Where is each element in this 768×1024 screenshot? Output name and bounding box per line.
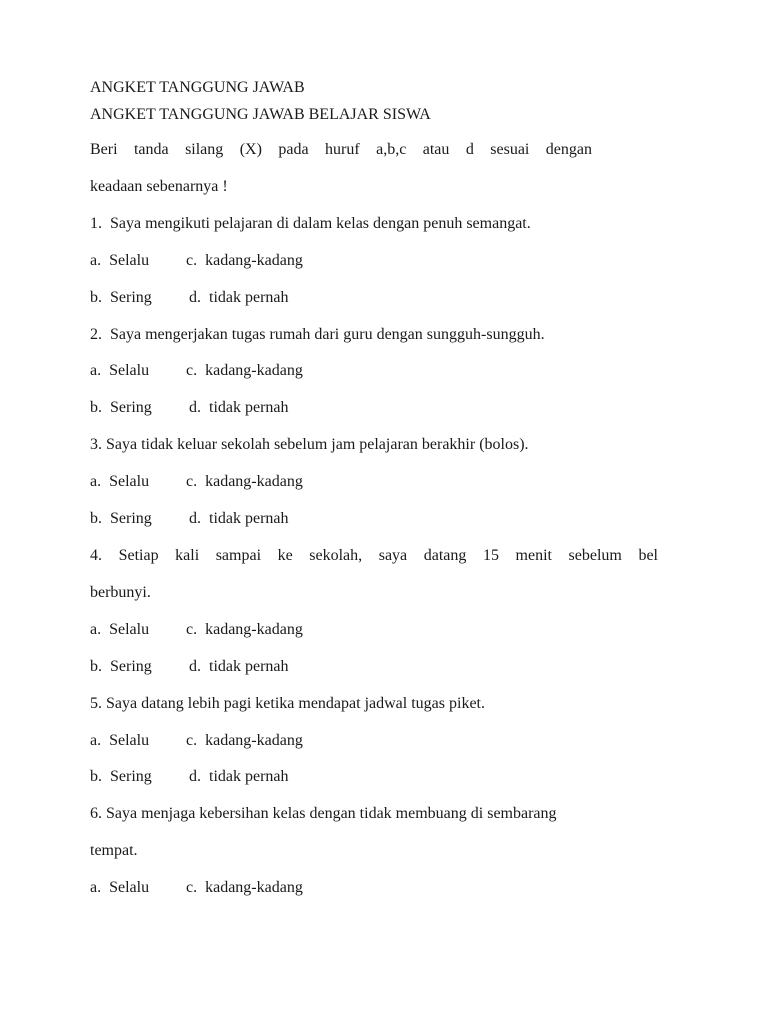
option-c: c. kadang-kadang [186,879,303,896]
option-d: d. tidak pernah [189,768,289,785]
option-b: b. Sering [90,510,152,527]
question-3: 3. Saya tidak keluar sekolah sebelum jam pelajaran berakhir (bolos). [90,436,529,453]
option-b: b. Sering [90,768,152,785]
option-c: c. kadang-kadang [186,732,303,749]
question-4-continued: berbunyi. [90,584,151,601]
option-b: b. Sering [90,399,152,416]
option-b: b. Sering [90,658,152,675]
instruction-line: keadaan sebenarnya ! [90,178,228,195]
option-d: d. tidak pernah [189,658,289,675]
option-a: a. Selalu [90,252,150,269]
question-6: 6. Saya menjaga kebersihan kelas dengan tidak membuang di sembarang [90,805,557,822]
question-1: 1. Saya mengikuti pelajaran di dalam kelas dengan penuh semangat. [90,215,531,232]
subtitle: ANGKET TANGGUNG JAWAB BELAJAR SISWA [90,106,431,123]
question-2: 2. Saya mengerjakan tugas rumah dari guru dengan sungguh-sungguh. [90,326,545,343]
option-d: d. tidak pernah [189,289,289,306]
question-4: 4. Setiap kali sampai ke sekolah, saya datang 15 menit sebelum bel [90,547,658,564]
option-a: a. Selalu [90,621,150,638]
option-d: d. tidak pernah [189,399,289,416]
question-5: 5. Saya datang lebih pagi ketika mendapat jadwal tugas piket. [90,695,485,712]
option-c: c. kadang-kadang [186,473,303,490]
option-d: d. tidak pernah [189,510,289,527]
option-a: a. Selalu [90,473,150,490]
option-a: a. Selalu [90,362,150,379]
instruction-line: Beri tanda silang (X) pada huruf a,b,c atau d sesuai dengan [90,141,592,158]
title: ANGKET TANGGUNG JAWAB [90,79,305,96]
option-b: b. Sering [90,289,152,306]
option-c: c. kadang-kadang [186,362,303,379]
option-a: a. Selalu [90,732,150,749]
question-6-continued: tempat. [90,842,138,859]
option-a: a. Selalu [90,879,150,896]
option-c: c. kadang-kadang [186,252,303,269]
option-c: c. kadang-kadang [186,621,303,638]
